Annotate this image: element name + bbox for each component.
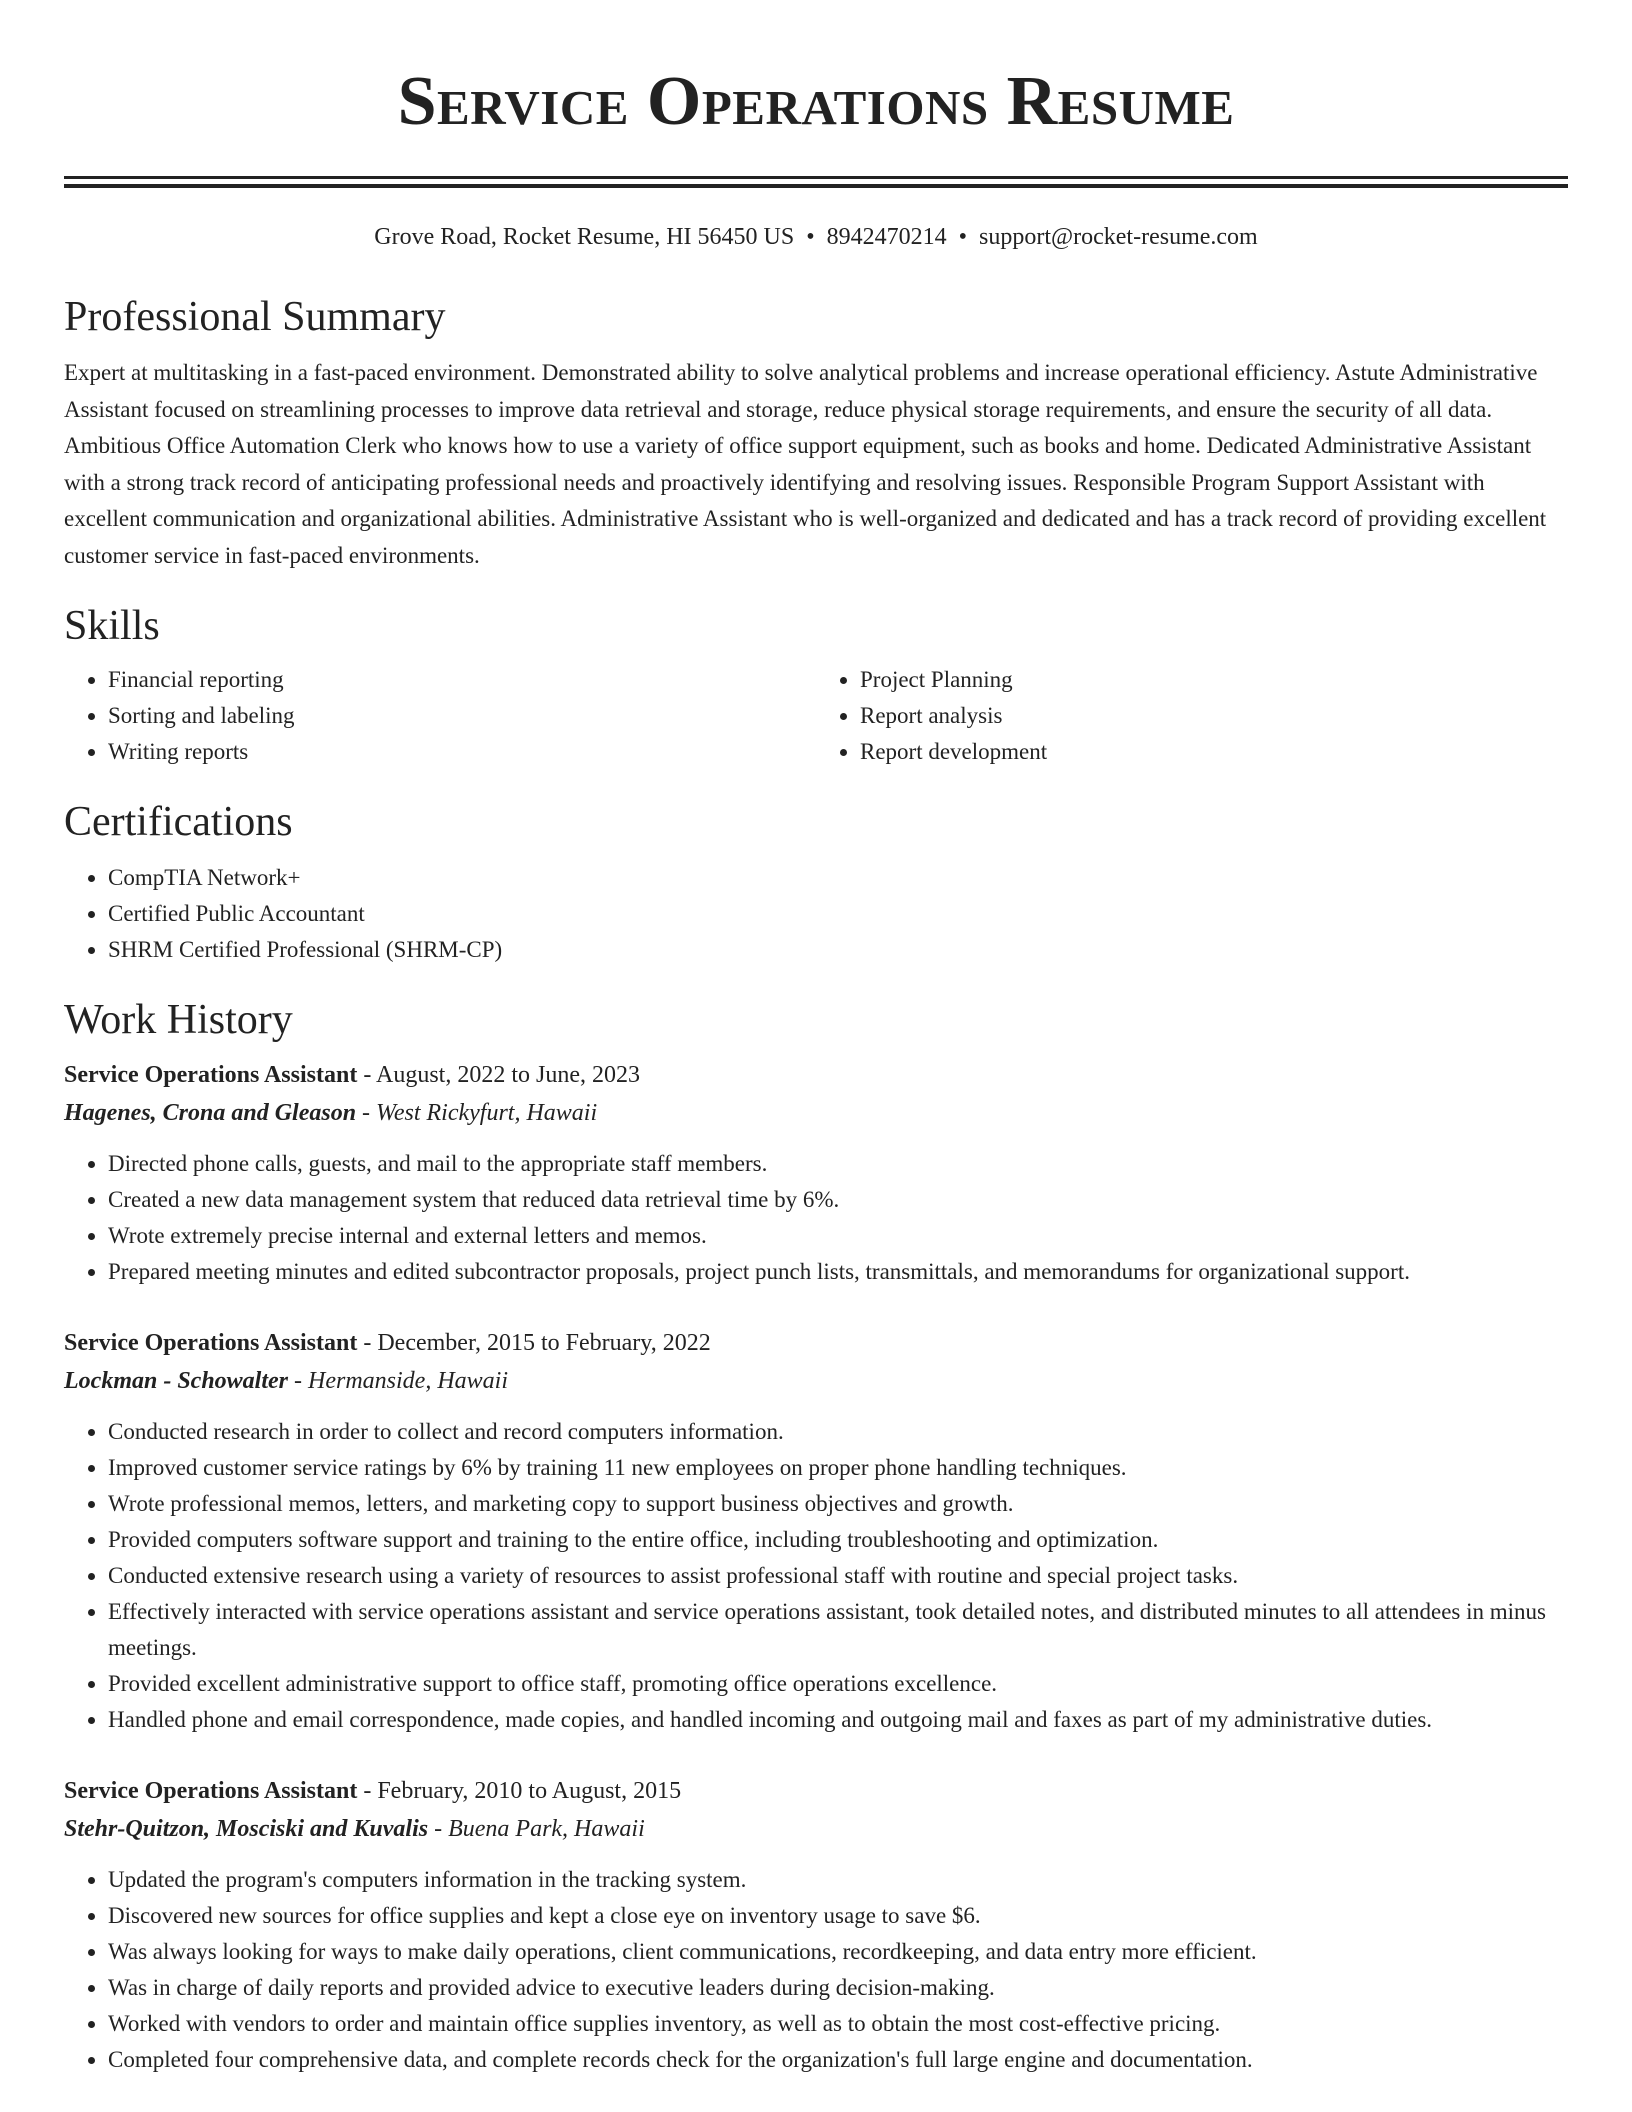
job-company-line: Stehr-Quitzon, Mosciski and Kuvalis - Buena Park, Hawaii: [64, 1816, 645, 1842]
summary-text: Expert at multitasking in a fast-paced environment. Demonstrated ability to solve analytical problems and increase operational efficiency. Astute Administrative Assistant focused on streamlining processes to improve data retrieval and storage, reduce physical storage requirements, and ensure the security of all data. Ambitious Office Automation Clerk who knows how to use a variety of office support equipment, such as books and home. Dedicated Administrative Assistant with a strong track record of anticipating professional needs and proactively identifying and resolving issues. Responsible Program Support Assistant with excellent communication and organizational abilities. Administrative Assistant who is well-organized and dedicated and has a track record of providing excellent customer service in fast-paced environments.: [64, 360, 1547, 568]
job-bullet: • Wrote extremely precise internal and external letters and memos.: [108, 1218, 1568, 1254]
skill-item: • Writing reports: [108, 734, 816, 770]
job-bullet: • Created a new data management system that reduced data retrieval time by 6%.: [108, 1182, 1568, 1218]
job-bullets: [64, 1146, 1568, 1290]
skill-item: • Project Planning: [860, 662, 1568, 698]
certification-item: • SHRM Certified Professional (SHRM-CP): [108, 932, 1568, 968]
skills-columns: [64, 662, 1568, 770]
skill-item: • Report development: [860, 734, 1568, 770]
job-company-line: Hagenes, Crona and Gleason - West Rickyfurt, Hawaii: [64, 1100, 598, 1126]
contact-line: [64, 221, 1568, 253]
contact-address: Grove Road, Rocket Resume, HI 56450 US: [374, 224, 795, 250]
certifications-list: [64, 860, 1568, 968]
certification-item: • CompTIA Network+: [108, 860, 1568, 896]
page-title: Service Operations Resume: [397, 63, 1235, 140]
job-title-line: Service Operations Assistant - August, 2022 to June, 2023: [64, 1062, 640, 1088]
job-bullet: • Directed phone calls, guests, and mail to the appropriate staff members.: [108, 1146, 1568, 1182]
section-heading-skills: Skills: [64, 603, 160, 649]
job-bullet: • Handled phone and email correspondence, made copies, and handled incoming and outgoing mail and faxes as part of my administrative duties.: [108, 1702, 1568, 1738]
section-heading-certifications: Certifications: [64, 799, 293, 845]
contact-email: support@rocket-resume.com: [979, 224, 1258, 250]
skills-list-left: [64, 662, 816, 770]
job-company: Lockman - Schowalter: [64, 1368, 289, 1394]
job-bullet: • Conducted research in order to collect and record computers information.: [108, 1414, 1568, 1450]
skill-item: • Financial reporting: [108, 662, 816, 698]
job-bullet: • Discovered new sources for office supplies and kept a close eye on inventory usage to save $6.: [108, 1898, 1568, 1934]
job-dates: December, 2015 to February, 2022: [377, 1330, 711, 1356]
job-dates: August, 2022 to June, 2023: [376, 1062, 640, 1088]
job-bullet: • Worked with vendors to order and maintain office supplies inventory, as well as to obtain the most cost-effective pricing.: [108, 2006, 1568, 2042]
job-bullet: • Prepared meeting minutes and edited subcontractor proposals, project punch lists, transmittals, and memorandums for organizational support.: [108, 1254, 1568, 1290]
job-bullets: [64, 1414, 1568, 1738]
separator-dot: •: [806, 224, 815, 250]
job-title: Service Operations Assistant: [64, 1778, 358, 1804]
skill-item: • Sorting and labeling: [108, 698, 816, 734]
job-bullet: • Provided excellent administrative support to office staff, promoting office operations excellence.: [108, 1666, 1568, 1702]
section-heading-work-history: Work History: [64, 997, 293, 1043]
job-bullet: • Provided computers software support and training to the entire office, including troubleshooting and optimization.: [108, 1522, 1568, 1558]
job-dates: February, 2010 to August, 2015: [377, 1778, 682, 1804]
job-company-line: Lockman - Schowalter - Hermanside, Hawaii: [64, 1368, 509, 1394]
job-entry: [64, 1772, 1568, 2078]
job-title-line: Service Operations Assistant - February, 2010 to August, 2015: [64, 1778, 682, 1804]
title-divider: [64, 176, 1568, 188]
job-title: Service Operations Assistant: [64, 1330, 358, 1356]
job-entry: [64, 1324, 1568, 1738]
job-bullet: • Conducted extensive research using a variety of resources to assist professional staff with routine and special project tasks.: [108, 1558, 1568, 1594]
job-entry: [64, 1056, 1568, 1290]
certification-item: • Certified Public Accountant: [108, 896, 1568, 932]
section-heading-summary: Professional Summary: [64, 294, 446, 340]
job-bullet: • Improved customer service ratings by 6% by training 11 new employees on proper phone handling techniques.: [108, 1450, 1568, 1486]
job-bullet: • Effectively interacted with service operations assistant and service operations assistant, took detailed notes, and distributed minutes to all attendees in minus meetings.: [108, 1594, 1568, 1666]
job-bullet: • Updated the program's computers information in the tracking system.: [108, 1862, 1568, 1898]
job-bullet: • Wrote professional memos, letters, and marketing copy to support business objectives and growth.: [108, 1486, 1568, 1522]
job-location: West Rickyfurt, Hawaii: [376, 1100, 598, 1126]
contact-phone: 8942470214: [826, 224, 947, 250]
job-location: Buena Park, Hawaii: [448, 1816, 645, 1842]
job-company: Stehr-Quitzon, Mosciski and Kuvalis: [64, 1816, 429, 1842]
job-bullet: • Was in charge of daily reports and provided advice to executive leaders during decision-making.: [108, 1970, 1568, 2006]
job-title-line: Service Operations Assistant - December, 2015 to February, 2022: [64, 1330, 711, 1356]
skill-item: • Report analysis: [860, 698, 1568, 734]
job-bullets: [64, 1862, 1568, 2078]
job-bullet: • Was always looking for ways to make daily operations, client communications, recordkeeping, and data entry more efficient.: [108, 1934, 1568, 1970]
job-title: Service Operations Assistant: [64, 1062, 358, 1088]
job-location: Hermanside, Hawaii: [308, 1368, 509, 1394]
job-company: Hagenes, Crona and Gleason: [64, 1100, 357, 1126]
separator-dot: •: [958, 224, 968, 250]
skills-list-right: [816, 662, 1568, 770]
job-bullet: • Completed four comprehensive data, and complete records check for the organization's full large engine and documentation.: [108, 2042, 1568, 2078]
